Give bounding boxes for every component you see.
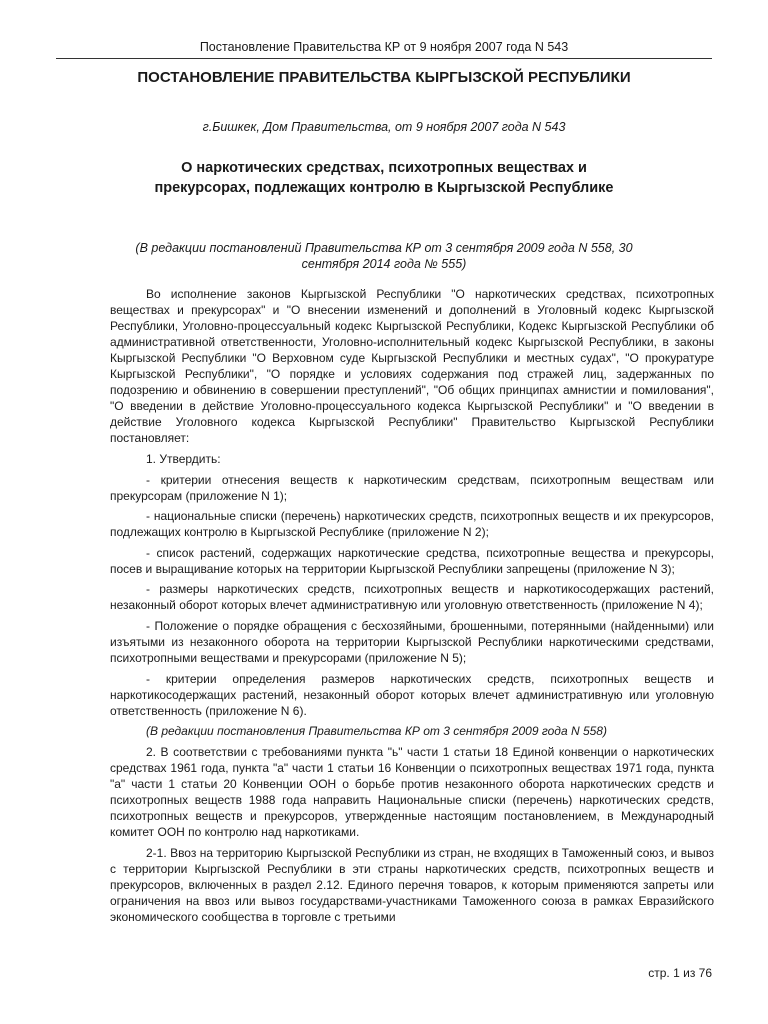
document-title: ПОСТАНОВЛЕНИЕ ПРАВИТЕЛЬСТВА КЫРГЫЗСКОЙ РЕСПУБЛИКИ [137, 69, 631, 86]
clause-2: 2. В соответствии с требованиями пункта "ь" части 1 статьи 18 Единой конвенции о наркотических средствах 1961 года, пункта "а" части 1 статьи 16 Конвенции о психотропных веществах 1971 года, пункта "а" части 1 статьи 20 Конвенции ООН о борьбе против незаконного оборота наркотических средств и психотропных веществ 1988 года направить Национальные списки (перечень) наркотических средств, психотропных веществ и прекурсоров, утвержденные настоящим постановлением, в Международный комитет ООН по контролю над наркотиками. [110, 744, 714, 839]
clause-1-item: - критерии определения размеров наркотических средств, психотропных веществ и наркотикосодержащих растений, незаконный оборот которых влечет административную или уголовную ответственность (приложение N 6). [110, 671, 714, 718]
clause-1-item: - критерии отнесения веществ к наркотическим средствам, психотропным веществам или прекурсорам (приложение N 1); [110, 472, 714, 503]
page-number: стр. 1 из 76 [648, 966, 712, 980]
amendment-note: (В редакции постановления Правительства КР от 3 сентября 2009 года N 558) [146, 724, 607, 739]
document-place-date: г.Бишкек, Дом Правительства, от 9 ноября 2007 года N 543 [202, 120, 566, 134]
clause-2-1: 2-1. Ввоз на территорию Кыргызской Республики из стран, не входящих в Таможенный союз, и вывоз с территории Кыргызской Республики в эти страны наркотических средств, психотропных веществ и прекурсоров, включенных в раздел 2.12. Единого перечня товаров, к которым применяются запреты или ограничения на ввоз или вывоз государствами-участниками Таможенного союза в рамках Евразийского экономического сообщества в торговле с третьими [110, 845, 714, 924]
clause-1: 1. Утвердить: [146, 451, 221, 466]
header-divider [56, 58, 712, 59]
running-header: Постановление Правительства КР от 9 ноября 2007 года N 543 [199, 40, 569, 54]
clause-1-item: - Положение о порядке обращения с бесхозяйными, брошенными, потерянными (найденными) или изъятыми из незаконного оборота на территории Кыргызской Республики наркотическими средствами, психотропными веществами и прекурсорами (приложение N 5); [110, 618, 714, 665]
revision-note: (В редакции постановлений Правительства КР от 3 сентября 2009 года N 558, 30 сентября 2014 года № 555) [135, 241, 633, 271]
document-body [110, 286, 714, 929]
clause-1-item: - список растений, содержащих наркотические средства, психотропные вещества и прекурсоры, посев и выращивание которых на территории Кыргызской Республики запрещены (приложение N 3); [110, 545, 714, 576]
clause-1-item: - национальные списки (перечень) наркотических средств, психотропных веществ и их прекурсоров, подлежащих контролю в Кыргызской Республике (приложение N 2); [110, 509, 714, 540]
clause-1-item: - размеры наркотических средств, психотропных веществ и наркотикосодержащих растений, незаконный оборот которых влечет административную или уголовную ответственность (приложение N 4); [110, 582, 714, 613]
document-subtitle: О наркотических средствах, психотропных веществах и прекурсорах, подлежащих контролю в Кыргызской Республике [154, 160, 614, 196]
preamble-paragraph: Во исполнение законов Кыргызской Республики "О наркотических средствах, психотропных веществах и прекурсорах" и "О внесении изменений и дополнений в Уголовный кодекс Кыргызской Республики, Уголовно-процессуальный кодекс Кыргызской Республики, Кодекс Кыргызской Республики об административной ответственности, Уголовно-исполнительный кодекс Кыргызской Республики, в законы Кыргызской Республики "О Верховном суде Кыргызской Республики и местных судах", "О прокуратуре Кыргызской Республики", "О порядке и условиях содержания под стражей лиц, задержанных по подозрению и обвинению в совершении преступлений", "Об общих принципах амнистии и помилования", "О введении в действие Уголовно-процессуального кодекса Кыргызской Республики" и "О введении в действие Уголовного кодекса Кыргызской Республики" Правительство Кыргызской Республики постановляет: [110, 287, 714, 446]
